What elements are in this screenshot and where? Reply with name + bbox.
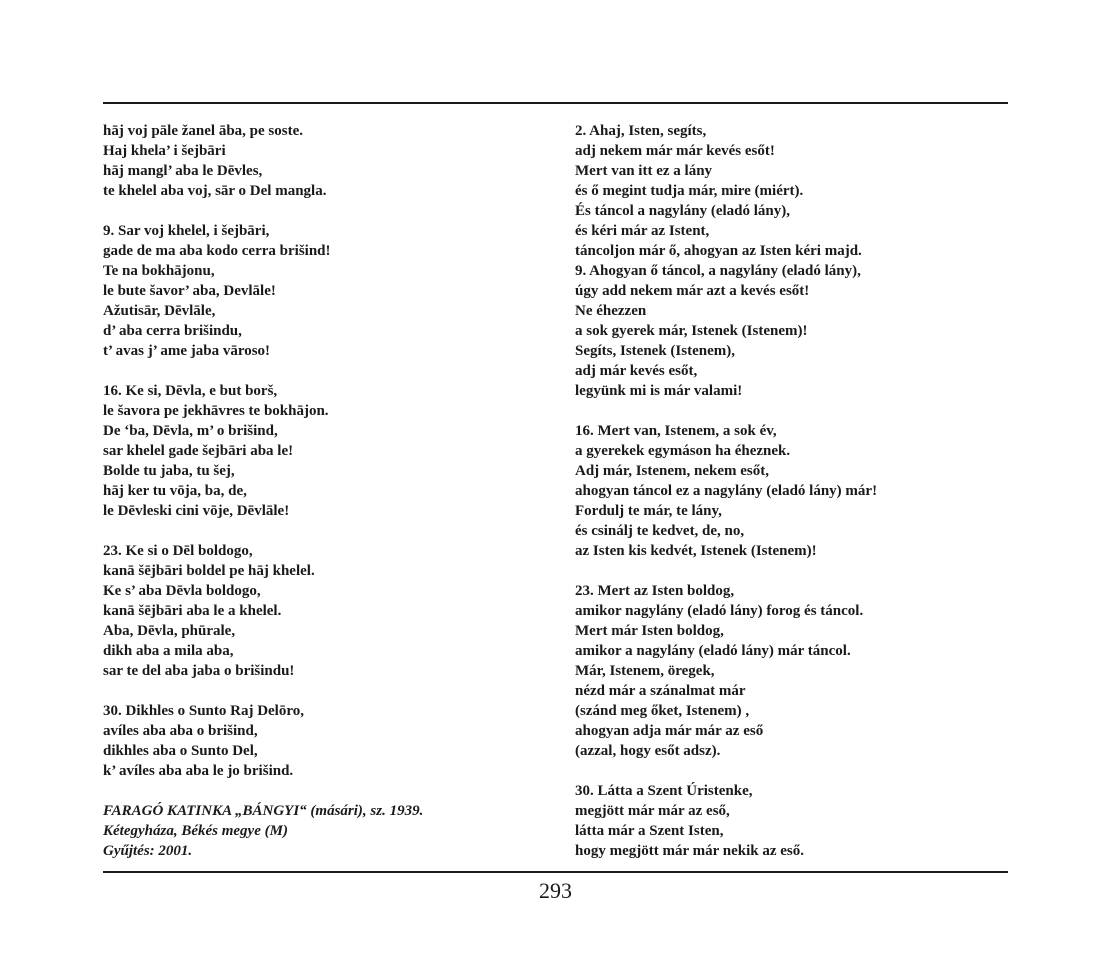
- verse-line: le Dēvleski cini vōje, Dēvlāle!: [103, 503, 290, 519]
- top-rule: [103, 102, 1008, 104]
- verse-line: De ‘ba, Dēvla, m’ o brišind,: [103, 423, 278, 439]
- verse-line: és kéri már az Istent,: [575, 223, 710, 239]
- verse-line: Már, Istenem, öregek,: [575, 663, 715, 679]
- verse-line: 9. Ahogyan ő táncol, a nagylány (eladó lány),: [575, 263, 861, 279]
- verse-line: az Isten kis kedvét, Istenek (Istenem)!: [575, 543, 817, 559]
- verse-line: t’ avas j’ ame jaba vāroso!: [103, 343, 271, 359]
- verse-line: és csinálj te kedvet, de, no,: [575, 523, 745, 539]
- stanza: [575, 581, 1008, 761]
- verse-line: 23. Mert az Isten boldog,: [575, 583, 735, 599]
- page-number: 293: [539, 878, 572, 903]
- verse-line: megjött már már az eső,: [575, 803, 730, 819]
- romani-text-column: [103, 121, 543, 861]
- verse-line: hogy megjött már már nekik az eső.: [575, 843, 804, 859]
- verse-line: 9. Sar voj khelel, i šejbāri,: [103, 223, 270, 239]
- verse-line: Bolde tu jaba, tu šej,: [103, 463, 235, 479]
- verse-line: amikor a nagylány (eladó lány) már táncol.: [575, 643, 851, 659]
- stanza: [103, 701, 543, 781]
- verse-line: úgy add nekem már azt a kevés esőt!: [575, 283, 810, 299]
- verse-line: legyünk mi is már valami!: [575, 383, 743, 399]
- verse-line: Adj már, Istenem, nekem esőt,: [575, 463, 770, 479]
- source-line: FARAGÓ KATINKA „BÁNGYI“ (másári), sz. 1939.: [103, 803, 424, 819]
- verse-line: gade de ma aba kodo cerra brišind!: [103, 243, 331, 259]
- source-attribution: [103, 801, 543, 861]
- verse-line: kanā šējbāri aba le a khelel.: [103, 603, 282, 619]
- verse-line: 30. Látta a Szent Úristenke,: [575, 783, 753, 799]
- verse-line: táncoljon már ő, ahogyan az Isten kéri majd.: [575, 243, 862, 259]
- verse-line: és ő megint tudja már, mire (miért).: [575, 183, 804, 199]
- verse-line: le bute šavor’ aba, Devlāle!: [103, 283, 276, 299]
- verse-line: le šavora pe jekhāvres te bokhājon.: [103, 403, 329, 419]
- verse-line: kanā šējbāri boldel pe hāj khelel.: [103, 563, 315, 579]
- verse-line: sar khelel gade šejbāri aba le!: [103, 443, 294, 459]
- stanza: [575, 121, 1008, 401]
- verse-line: Mert már Isten boldog,: [575, 623, 724, 639]
- verse-line: 16. Ke si, Dēvla, e but borš,: [103, 383, 278, 399]
- verse-line: Haj khela’ i šejbāri: [103, 143, 226, 159]
- verse-line: (azzal, hogy esőt adsz).: [575, 743, 721, 759]
- stanza: [103, 121, 543, 201]
- verse-line: Aba, Dēvla, phūrale,: [103, 623, 236, 639]
- verse-line: 16. Mert van, Istenem, a sok év,: [575, 423, 777, 439]
- stanza: [575, 421, 1008, 561]
- stanza: [103, 541, 543, 681]
- verse-line: 23. Ke si o Dēl boldogo,: [103, 543, 253, 559]
- verse-line: Mert van itt ez a lány: [575, 163, 713, 179]
- verse-line: Segíts, Istenek (Istenem),: [575, 343, 735, 359]
- verse-line: dikh aba a mila aba,: [103, 643, 234, 659]
- stanza: [103, 381, 543, 521]
- source-line: Kétegyháza, Békés megye (M): [103, 823, 288, 839]
- verse-line: hāj ker tu vōja, ba, de,: [103, 483, 247, 499]
- verse-line: sar te del aba jaba o brišindu!: [103, 663, 295, 679]
- verse-line: 2. Ahaj, Isten, segíts,: [575, 123, 707, 139]
- bottom-rule: [103, 871, 1008, 873]
- verse-line: hāj voj pāle žanel āba, pe soste.: [103, 123, 303, 139]
- verse-line: Fordulj te már, te lány,: [575, 503, 722, 519]
- verse-line: adj már kevés esőt,: [575, 363, 698, 379]
- verse-line: Te na bokhājonu,: [103, 263, 215, 279]
- verse-line: Ažutisār, Dēvlāle,: [103, 303, 216, 319]
- hungarian-translation-column: [575, 121, 1008, 861]
- verse-line: Ke s’ aba Dēvla boldogo,: [103, 583, 261, 599]
- verse-line: Ne éhezzen: [575, 303, 647, 319]
- verse-line: adj nekem már már kevés esőt!: [575, 143, 775, 159]
- verse-line: dikhles aba o Sunto Del,: [103, 743, 258, 759]
- verse-line: ahogyan táncol ez a nagylány (eladó lány) már!: [575, 483, 878, 499]
- verse-line: avíles aba aba o brišind,: [103, 723, 258, 739]
- verse-line: k’ avíles aba aba le jo brišind.: [103, 763, 294, 779]
- verse-line: (szánd meg őket, Istenem) ,: [575, 703, 750, 719]
- verse-line: te khelel aba voj, sār o Del mangla.: [103, 183, 327, 199]
- verse-line: hāj mangl’ aba le Dēvles,: [103, 163, 263, 179]
- verse-line: a sok gyerek már, Istenek (Istenem)!: [575, 323, 808, 339]
- source-line: Gyűjtés: 2001.: [103, 843, 193, 859]
- stanza: [575, 781, 1008, 861]
- verse-line: d’ aba cerra brišindu,: [103, 323, 242, 339]
- verse-line: ahogyan adja már már az eső: [575, 723, 764, 739]
- verse-line: nézd már a szánalmat már: [575, 683, 746, 699]
- verse-line: a gyerekek egymáson ha éheznek.: [575, 443, 791, 459]
- verse-line: 30. Dikhles o Sunto Raj Delōro,: [103, 703, 304, 719]
- verse-line: amikor nagylány (eladó lány) forog és táncol.: [575, 603, 864, 619]
- stanza: [103, 221, 543, 361]
- verse-line: És táncol a nagylány (eladó lány),: [575, 203, 791, 219]
- verse-line: látta már a Szent Isten,: [575, 823, 724, 839]
